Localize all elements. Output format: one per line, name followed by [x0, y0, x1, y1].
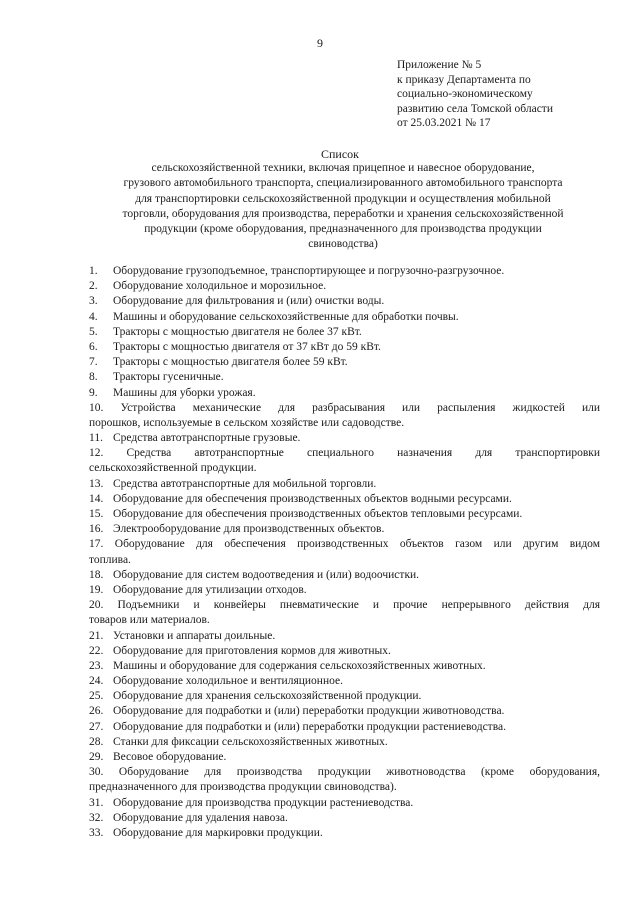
list-item-text: Тракторы с мощностью двигателя более 59 кВт.	[113, 356, 348, 369]
list-item-text: Тракторы с мощностью двигателя не более 37 кВт.	[113, 325, 362, 338]
list-subtitle	[86, 161, 600, 253]
list-title: Список	[320, 147, 359, 161]
list-item-text-line1: 20. Подъемники и конвейеры пневматические и прочие непрерывного действия для	[89, 599, 600, 612]
list-item-text: Оборудование для утилизации отходов.	[113, 583, 307, 596]
list-item	[89, 370, 600, 385]
list-item	[89, 310, 600, 325]
list-item-text: Оборудование для подработки и (или) переработки продукции растениеводства.	[113, 720, 506, 733]
list-item-text: Оборудование для приготовления кормов для животных.	[113, 644, 391, 657]
list-item-number: 6.	[89, 340, 98, 353]
list-item	[89, 720, 600, 735]
list-item-text: Средства автотранспортные грузовые.	[113, 432, 301, 445]
page-number: 9	[317, 36, 323, 50]
subtitle-line: для транспортировки сельскохозяйственной продукции и осуществления мобильной	[135, 192, 551, 205]
list-item	[89, 811, 600, 826]
equipment-list	[89, 264, 600, 841]
list-item-number: 9.	[89, 386, 98, 399]
list-item	[89, 796, 600, 811]
subtitle-line: торговли, оборудования для производства, переработки и хранения сельскохозяйственной	[122, 207, 564, 220]
list-item	[89, 583, 600, 598]
list-item	[89, 355, 600, 370]
list-item-text-line1: 30. Оборудование для производства продукции животноводства (кроме оборудования,	[89, 766, 600, 779]
list-item	[89, 689, 600, 704]
list-item	[89, 386, 600, 401]
list-item-number: 32.	[89, 811, 104, 824]
list-item	[89, 264, 600, 279]
list-item-text-line1: 10. Устройства механические для разбрасывания или распыления жидкостей или	[89, 401, 600, 414]
list-item-text: Оборудование для подработки и (или) переработки продукции животноводства.	[113, 705, 505, 718]
list-item-number: 31.	[89, 796, 104, 809]
list-item-text: Машины и оборудование для содержания сельскохозяйственных животных.	[113, 659, 486, 672]
appendix-line: к приказу Департамента по	[397, 73, 531, 86]
list-item-text-line2: предназначенного для производства продукции свиноводства).	[89, 781, 397, 794]
list-item	[89, 507, 600, 522]
list-item	[89, 735, 600, 750]
list-item-number: 22.	[89, 644, 104, 657]
list-item-text: Средства автотранспортные для мобильной торговли.	[113, 477, 377, 490]
list-item-text: Оборудование холодильное и вентиляционное.	[113, 675, 343, 688]
list-item-text: Оборудование для хранения сельскохозяйственной продукции.	[113, 690, 422, 703]
list-item-text: Оборудование для обеспечения производственных объектов водными ресурсами.	[113, 492, 512, 505]
list-item	[89, 294, 600, 309]
list-item	[89, 568, 600, 583]
list-item-number: 28.	[89, 735, 104, 748]
appendix-line: развитию села Томской области	[397, 102, 553, 115]
list-item	[89, 826, 600, 841]
list-item-text-line1: 12. Средства автотранспортные специального назначения для транспортировки	[89, 447, 600, 460]
list-item-number: 24.	[89, 675, 104, 688]
list-item-text: Машины для уборки урожая.	[113, 386, 256, 399]
list-item	[89, 674, 600, 689]
list-item-number: 21.	[89, 629, 104, 642]
subtitle-line: свиноводства)	[308, 238, 378, 251]
appendix-header	[397, 58, 597, 131]
list-item-number: 2.	[89, 280, 98, 293]
list-item-text: Станки для фиксации сельскохозяйственных животных.	[113, 735, 388, 748]
list-item	[89, 598, 600, 628]
list-item-text: Оборудование для удаления навоза.	[113, 811, 288, 824]
list-item	[89, 704, 600, 719]
list-item	[89, 644, 600, 659]
list-item-text: Оборудование для производства продукции растениеводства.	[113, 796, 414, 809]
list-item-text: Оборудование холодильное и морозильное.	[113, 280, 327, 293]
list-item-text-line2: порошков, используемые в сельском хозяйстве или садоводстве.	[89, 416, 405, 429]
list-item-number: 7.	[89, 356, 98, 369]
list-item	[89, 401, 600, 431]
list-item-text: Электрооборудование для производственных объектов.	[113, 523, 385, 536]
list-item-number: 23.	[89, 659, 104, 672]
list-item-text: Оборудование для систем водоотведения и (или) водоочистки.	[113, 568, 420, 581]
list-item-number: 4.	[89, 310, 98, 323]
list-item-text-line2: топлива.	[89, 553, 131, 566]
list-item-number: 16.	[89, 523, 104, 536]
list-item-number: 25.	[89, 690, 104, 703]
list-item	[89, 279, 600, 294]
list-item-text: Оборудование грузоподъемное, транспортирующее и погрузочно-разгрузочное.	[113, 265, 505, 277]
list-item	[89, 492, 600, 507]
list-item-number: 33.	[89, 826, 104, 839]
list-item-number: 14.	[89, 492, 104, 505]
list-item-text-line2: товаров или материалов.	[89, 614, 210, 627]
appendix-line: социально-экономическому	[397, 88, 533, 101]
list-item	[89, 431, 600, 446]
list-item-number: 3.	[89, 295, 98, 308]
list-item-number: 27.	[89, 720, 104, 733]
list-item-text: Оборудование для обеспечения производственных объектов тепловыми ресурсами.	[113, 508, 523, 520]
list-item-text-line2: сельскохозяйственной продукции.	[89, 462, 257, 475]
list-item	[89, 659, 600, 674]
list-item-text: Тракторы гусеничные.	[113, 371, 224, 384]
list-item-number: 29.	[89, 751, 104, 763]
list-item-text: Оборудование для маркировки продукции.	[113, 826, 323, 839]
appendix-line: от 25.03.2021 № 17	[397, 117, 491, 130]
appendix-line: Приложение № 5	[397, 59, 482, 71]
list-item-number: 1.	[89, 265, 98, 277]
list-item-text-line1: 17. Оборудование для обеспечения производственных объектов газом или другим видом	[89, 538, 600, 551]
list-item	[89, 325, 600, 340]
list-item-text: Тракторы с мощностью двигателя от 37 кВт до 59 кВт.	[113, 340, 381, 353]
list-item	[89, 477, 600, 492]
list-item-text: Машины и оборудование сельскохозяйственные для обработки почвы.	[113, 310, 459, 323]
list-item-number: 13.	[89, 477, 104, 490]
list-item	[89, 629, 600, 644]
list-item	[89, 522, 600, 537]
list-item	[89, 446, 600, 476]
list-item	[89, 765, 600, 795]
list-item-number: 26.	[89, 705, 104, 718]
list-item-text: Весовое оборудование.	[113, 751, 227, 763]
list-item-number: 15.	[89, 508, 104, 520]
list-item-text: Оборудование для фильтрования и (или) очистки воды.	[113, 295, 385, 308]
subtitle-line: продукции (кроме оборудования, предназначенного для производства продукции	[144, 223, 542, 236]
list-item	[89, 340, 600, 355]
list-item	[89, 537, 600, 567]
list-item-number: 18.	[89, 568, 104, 581]
subtitle-line: грузового автомобильного транспорта, специализированного автомобильного транспорта	[123, 177, 563, 190]
list-item-number: 19.	[89, 583, 104, 596]
list-item	[89, 750, 600, 765]
list-item-text: Установки и аппараты доильные.	[113, 629, 276, 642]
list-item-number: 5.	[89, 325, 98, 338]
list-item-number: 11.	[89, 432, 103, 445]
list-item-number: 8.	[89, 371, 98, 384]
subtitle-line: сельскохозяйственной техники, включая прицепное и навесное оборудование,	[151, 162, 535, 174]
